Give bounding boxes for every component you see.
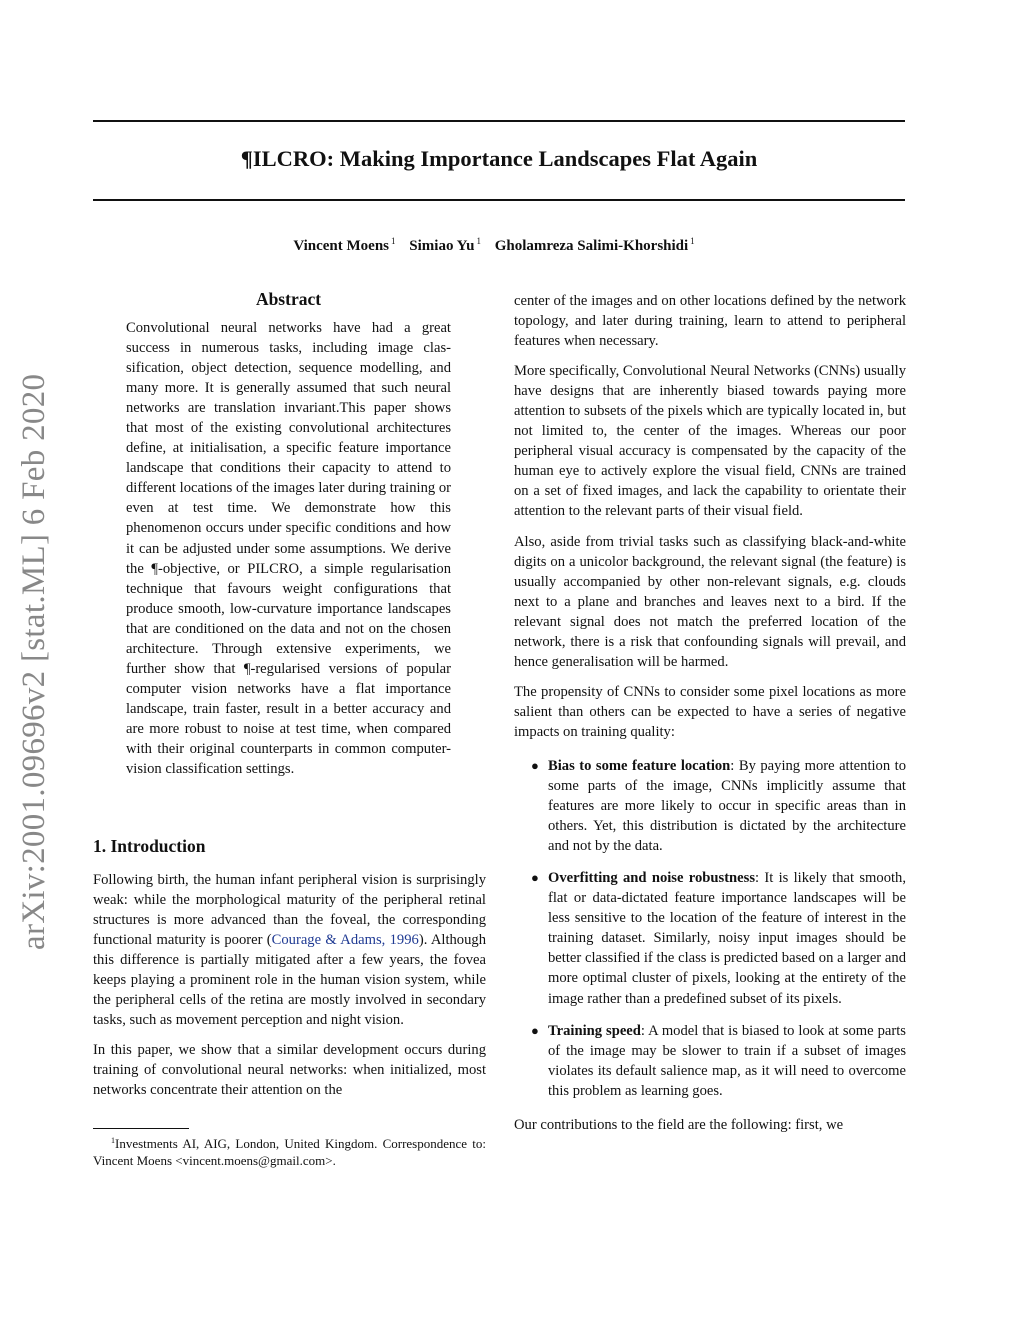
author-name: Gholamreza Salimi-Khorshidi xyxy=(494,238,689,254)
author-affiliation: 1 xyxy=(391,236,396,246)
right-paragraph-3: Also, aside from trivial tasks such as classifying black-and-white digits on a unicolor background, the relevant signal (the feature) is usually accompanied by other non-relevant signals, e.g. clouds next to a plane and branches and leaves next to a bird. If the relevant signal does not match the preferred location of the network, there is a risk that confounding signals will prevail, and hence generalisation will be harmed. xyxy=(514,533,906,670)
abstract-text: Convolutional neural networks have had a great success in numerous tasks, including image classification, object detection, sequence modelling, and many more. It is generally assumed that such neural networks are translation invariant.This paper shows that most of the existing convolutional architectures define, at initialisation, a specific feature importance landscape that conditions their capacity to attend to different locations of the images later during training or even at test time. We demonstrate how this phenomenon occurs under specific conditions and how it can be adjusted under some assumptions. We derive the ¶-objective, or PILCRO, a simple regularisation technique that favours weight configurations that produce smooth, low-curvature importance landscapes that are conditioned on the data and not on the chosen architecture. Through extensive experiments, we further show that ¶-regularised versions of popular computer vision networks have a flat importance landscape, train faster, result in a better accuracy and are more robust to noise at test time, when compared with their original counterparts in common computer-vision classification settings. xyxy=(126,320,451,778)
bullet-icon: ● xyxy=(531,870,539,886)
abstract-body xyxy=(126,318,451,789)
right-paragraph-2: More specifically, Convolutional Neural Networks (CNNs) usually have designs that are inherently biased towards paying more attention to subsets of the pixels which are typically located in, but not limited to, the center of the images. Whereas our poor peripheral visual accuracy is compensated by the capacity of the human eye to actively explore the visual field, CNNs are trained on a set of fixed images, and lack the capability to orientate their attention to the relevant parts of their visual field. xyxy=(514,363,906,520)
bullet-icon: ● xyxy=(531,757,539,773)
list-item: ● Training speed: A model that is biased to look at some parts of the image may be slower to train if a subset of images violates its default salience map, as it will need to overcome this problem as learning goes. xyxy=(531,1022,906,1099)
author-name: Vincent Moens xyxy=(293,238,390,254)
introduction-heading: 1. Introduction xyxy=(93,836,206,856)
right-column xyxy=(514,291,906,1145)
introduction-body xyxy=(93,870,486,1111)
bullet-icon: ● xyxy=(531,1022,539,1038)
right-paragraph-1: center of the images and on other locations defined by the network topology, and later during training, learn to attend to peripheral features when necessary. xyxy=(514,293,906,350)
title-top-rule xyxy=(93,120,905,122)
intro-paragraph-2: In this paper, we show that a similar development occurs during training of convolutional neural networks: when initialized, most networks concentrate their attention on the xyxy=(93,1042,486,1099)
footnote-mark: 1 xyxy=(111,1136,115,1145)
list-item: ● Overfitting and noise robustness: It is likely that smooth, flat or data-dictated feature importance landscapes will be less sensitive to the location of the feature of interest in the training dataset. Similarly, noisy input images should be better classified if the class is predicted based on a larger and more optimal cluster of pixels, looking at the entirety of the image rather than a predefined subset of its pixels. xyxy=(531,870,906,1007)
author-affiliation: 1 xyxy=(476,236,481,246)
author-affiliation: 1 xyxy=(690,236,695,246)
author-name: Simiao Yu xyxy=(409,238,475,254)
intro-paragraph-1: Following birth, the human infant peripheral vision is surprisingly weak: while the morphological maturity of the peripheral retinal structures is more advanced than the foveal, the corresponding functional maturity is poorer (Courage & Adams, 1996). Although this difference is partially mitigated after a few years, the fovea keeps playing a prominent role in the human vision system, while the peripheral cells of the retina are mostly involved in secondary tasks, such as movement perception and night vision. xyxy=(93,872,486,1029)
footnote-text: Investments AI, AIG, London, United Kingdom. Correspondence to: Vincent Moens <vincent.moens@gmail.com>. xyxy=(93,1136,486,1168)
right-paragraph-5: Our contributions to the field are the following: first, we xyxy=(514,1116,844,1133)
impact-list xyxy=(514,756,906,1101)
right-paragraph-4: The propensity of CNNs to consider some pixel locations as more salient than others can be expected to have a series of negative impacts on training quality: xyxy=(514,683,906,740)
paper-title: ¶ILCRO: Making Importance Landscapes Flat Again xyxy=(240,146,758,171)
footnote xyxy=(93,1132,486,1169)
title-bottom-rule xyxy=(93,199,905,201)
footnote-rule xyxy=(93,1128,189,1129)
abstract-heading: Abstract xyxy=(255,289,322,309)
citation-link[interactable]: Courage & Adams, 1996 xyxy=(271,932,419,949)
list-item: ● Bias to some feature location: By paying more attention to some parts of the image, CNNs implicitly assume that features are more likely to occur in specific areas than in others. Yet, this distribution is dictated by the architecture and not by the data. xyxy=(531,757,906,855)
author-list xyxy=(93,236,905,255)
arxiv-identifier: arXiv:2001.09696v2 [stat.ML] 6 Feb 2020 xyxy=(16,373,52,950)
